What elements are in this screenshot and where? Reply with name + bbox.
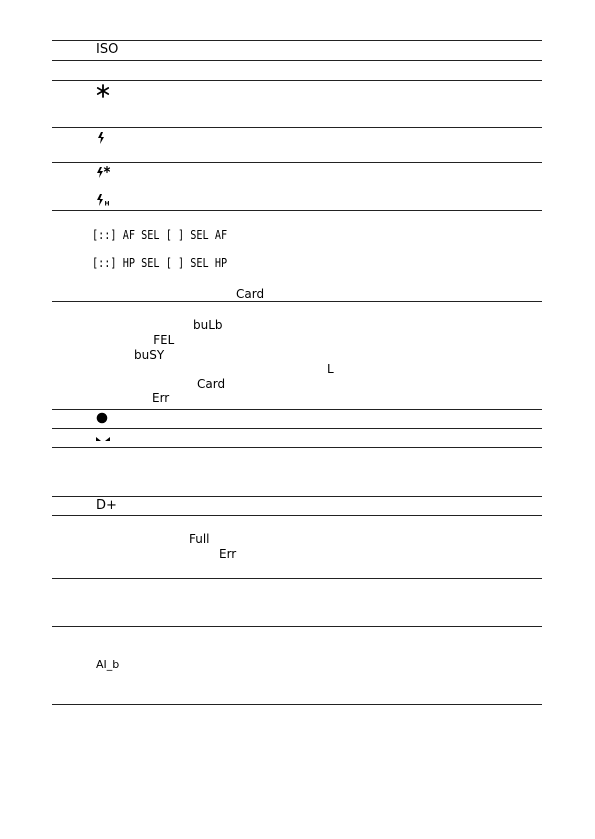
err-text: Err — [219, 547, 237, 561]
flash-high-speed-icon — [96, 194, 110, 206]
table-rule — [52, 210, 542, 211]
table-rule — [52, 162, 542, 163]
table-rule — [52, 40, 542, 41]
busy-text: buSY — [134, 348, 165, 362]
table-rule — [52, 496, 542, 497]
table-rule — [52, 428, 542, 429]
table-rule — [52, 704, 542, 705]
flash-asterisk-icon — [96, 166, 110, 178]
table-rule — [52, 447, 542, 448]
card-text: Card — [197, 377, 226, 391]
table-rule — [52, 626, 542, 627]
ae-lock-asterisk-icon — [96, 84, 110, 98]
bulb-text: buLb — [193, 318, 223, 332]
card-text: Card — [236, 287, 265, 301]
table-rule — [52, 60, 542, 61]
full-text: Full — [189, 532, 210, 546]
table-rule — [52, 301, 542, 302]
fel-text: FEL — [153, 333, 175, 347]
table-rule — [52, 409, 542, 410]
l-text: L — [327, 362, 334, 376]
table-rule — [52, 127, 542, 128]
hp-point-selection-display: [::] HP SEL [ ] SEL HP — [92, 256, 228, 270]
err-text: Err — [152, 391, 170, 405]
af-point-selection-display: [::] AF SEL [ ] SEL AF — [92, 228, 228, 242]
focus-confirmation-dot-icon — [96, 412, 108, 424]
table-rule — [52, 80, 542, 81]
highlight-tone-priority-label: D+ — [96, 498, 117, 513]
svg-text:H: H — [104, 200, 110, 206]
wb-correction-icon — [96, 435, 110, 443]
ai-b-text: AI_b — [96, 658, 120, 671]
flash-icon — [97, 132, 105, 144]
iso-label: ISO — [96, 42, 119, 57]
table-rule — [52, 515, 542, 516]
table-rule — [52, 578, 542, 579]
